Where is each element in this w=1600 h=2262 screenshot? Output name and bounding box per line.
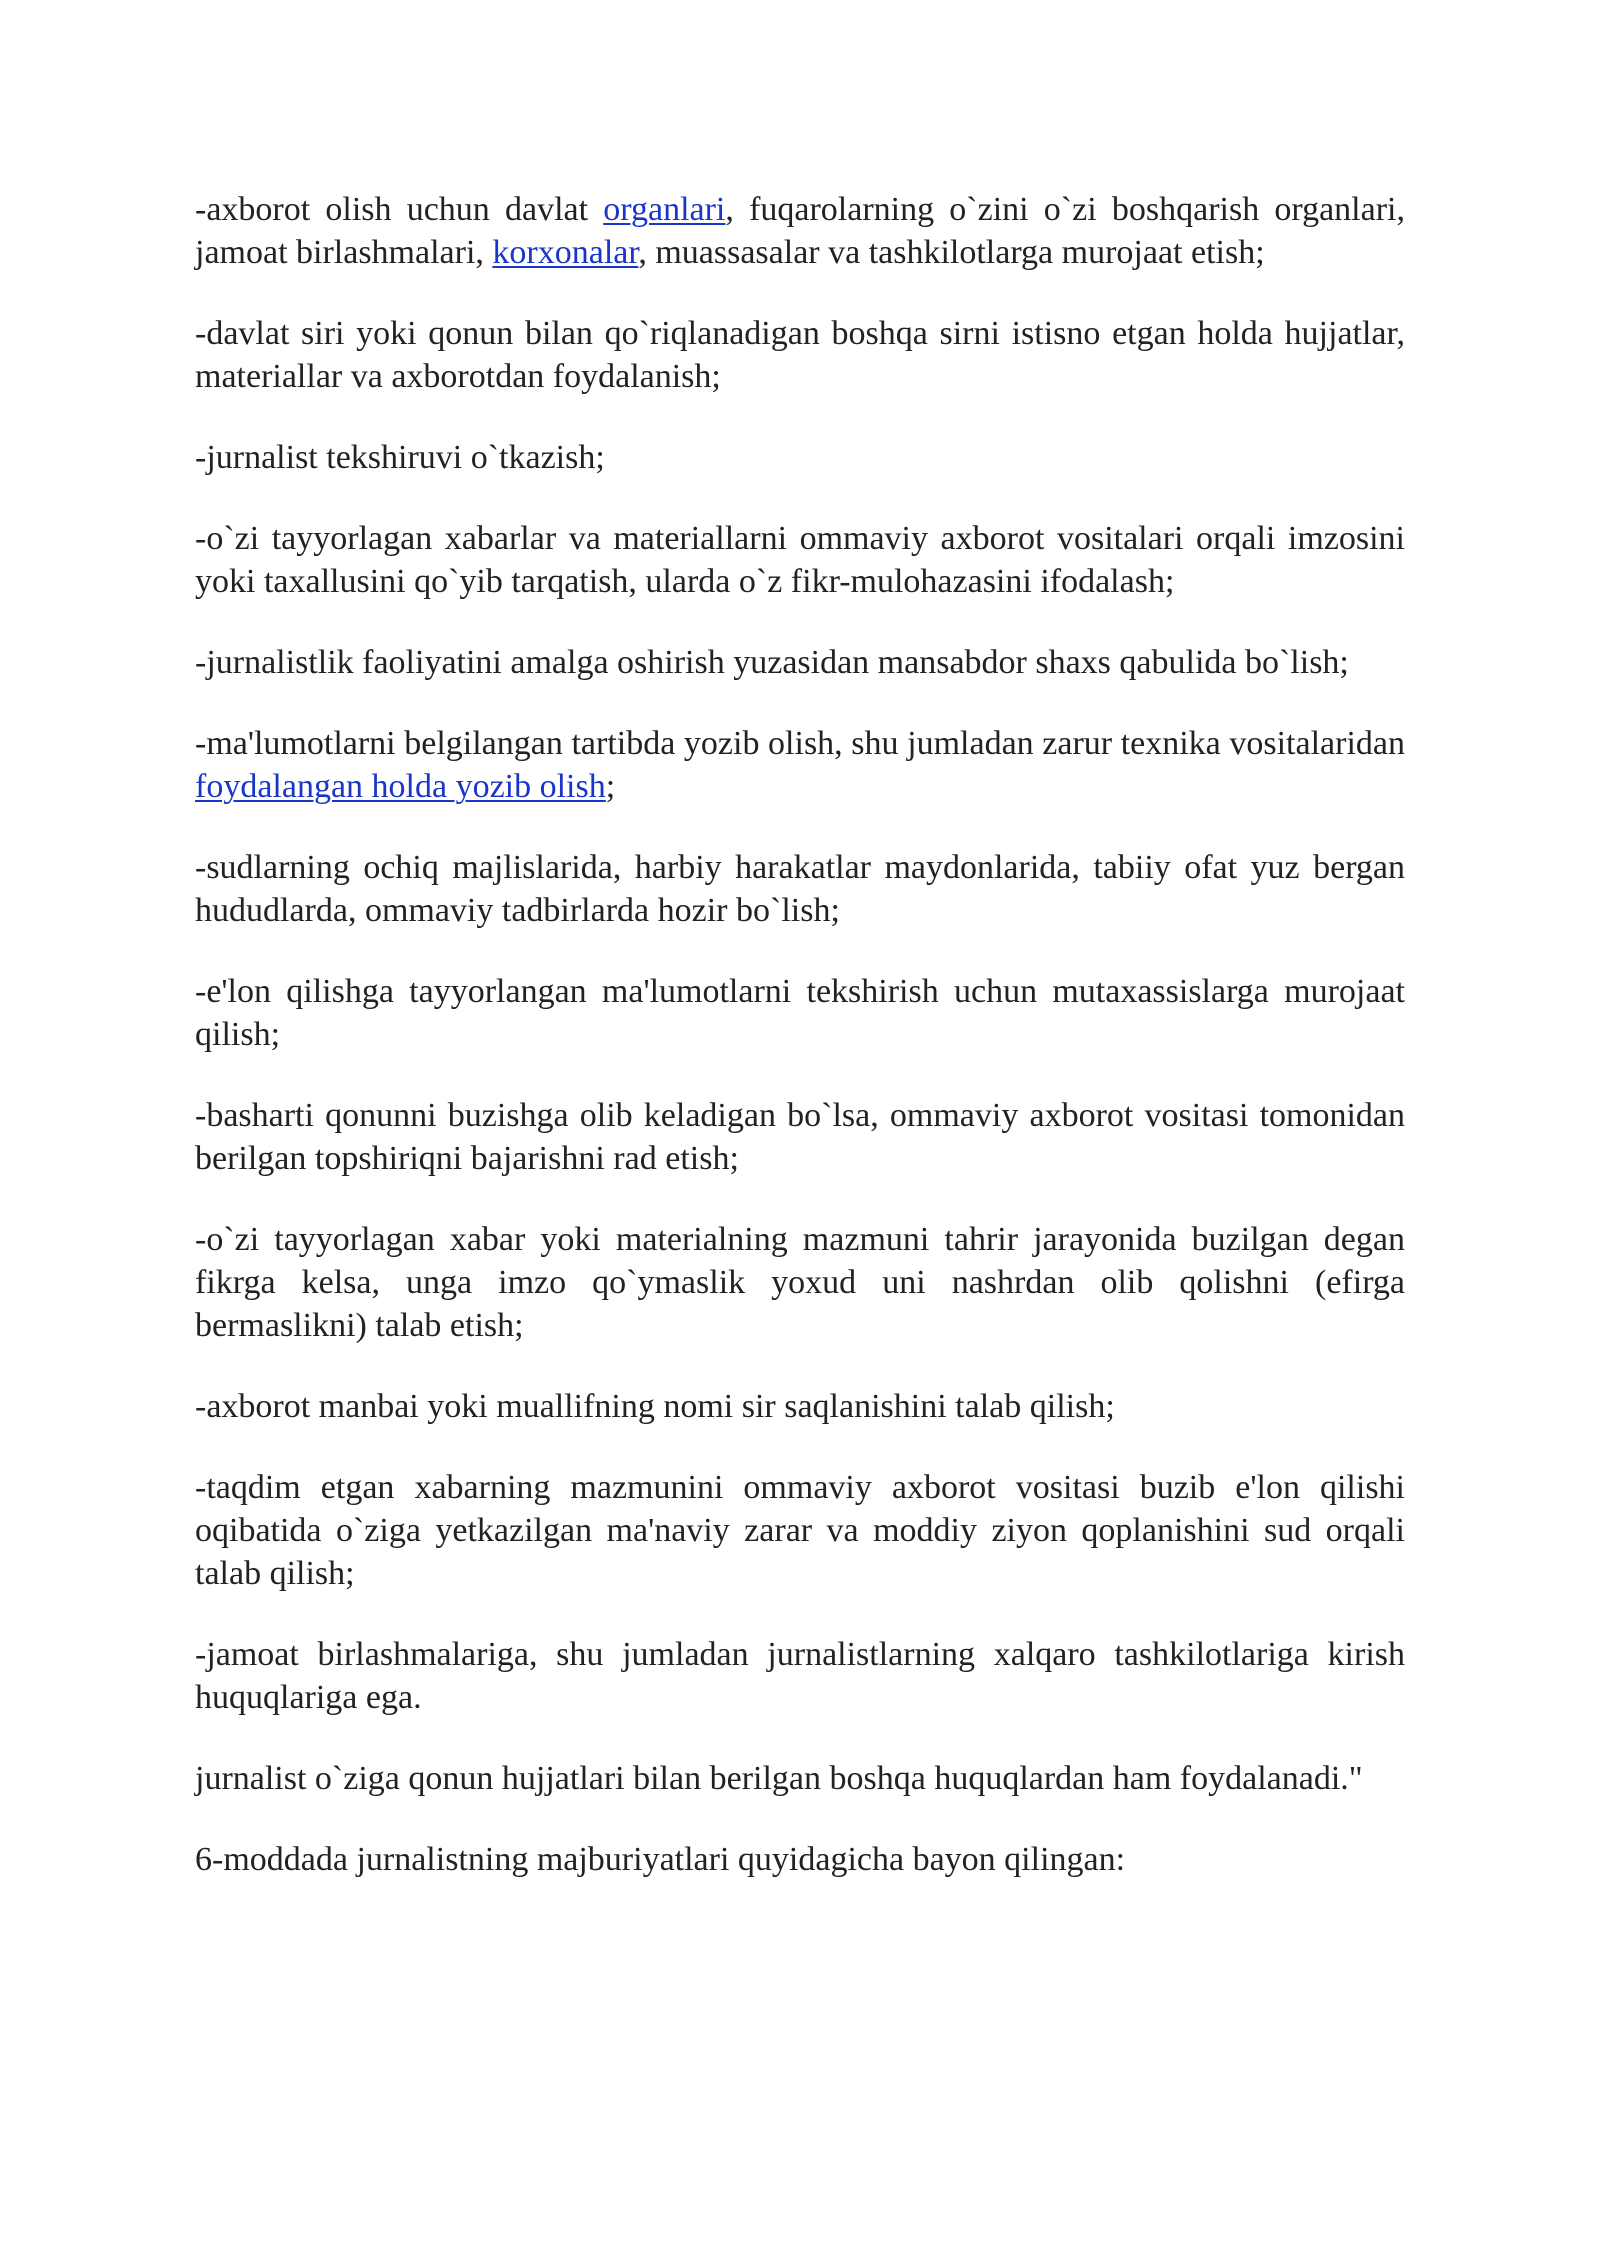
paragraph-6 xyxy=(195,722,1405,808)
paragraph-1-text-a: -axborot olish uchun davlat xyxy=(195,191,604,228)
paragraph-8: -e'lon qilishga tayyorlangan ma'lumotlarni tekshirish uchun mutaxassislarga murojaat qilish; xyxy=(195,973,1405,1053)
paragraph-5: -jurnalistlik faoliyatini amalga oshirish yuzasidan mansabdor shaxs qabulida bo`lish; xyxy=(195,644,1349,681)
paragraph-10: -o`zi tayyorlagan xabar yoki materialning mazmuni tahrir jarayonida buzilgan degan fikrga kelsa, unga imzo qo`ymaslik yoxud uni nashrdan olib qolishni (efirga bermaslikni) talab etish; xyxy=(195,1221,1405,1344)
document-body xyxy=(195,188,1405,1919)
paragraph-1-text-b: , fuqarolarning o`zini o`zi boshqarish organlari, jamoat birlashmalari, xyxy=(195,191,1405,271)
paragraph-15: 6-moddada jurnalistning majburiyatlari quyidagicha bayon qilingan: xyxy=(195,1841,1126,1878)
paragraph-2: -davlat siri yoki qonun bilan qo`riqlanadigan boshqa sirni istisno etgan holda hujjatlar, materiallar va axborotdan foydalanish; xyxy=(195,315,1405,395)
paragraph-6-text-b: ; xyxy=(605,768,616,805)
paragraph-9: -basharti qonunni buzishga olib keladigan bo`lsa, ommaviy axborot vositasi tomonidan berilgan topshiriqni bajarishni rad etish; xyxy=(195,1097,1405,1177)
link-foydalangan-holda-yozib-olish[interactable]: foydalangan holda yozib olish xyxy=(195,768,606,805)
paragraph-6-text-a: -ma'lumotlarni belgilangan tartibda yozib olish, shu jumladan zarur texnika vositalaridan xyxy=(195,725,1405,762)
paragraph-3: -jurnalist tekshiruvi o`tkazish; xyxy=(195,439,605,476)
paragraph-1-text-c: , muassasalar va tashkilotlarga murojaat etish; xyxy=(638,234,1265,271)
link-organlari[interactable]: organlari xyxy=(603,191,726,228)
paragraph-14: jurnalist o`ziga qonun hujjatlari bilan berilgan boshqa huquqlardan ham foydalanadi." xyxy=(195,1760,1363,1797)
link-korxonalar[interactable]: korxonalar xyxy=(492,234,639,271)
paragraph-4: -o`zi tayyorlagan xabarlar va materiallarni ommaviy axborot vositalari orqali imzosini yoki taxallusini qo`yib tarqatish, ularda o`z fikr-mulohazasini ifodalash; xyxy=(195,520,1405,600)
paragraph-13: -jamoat birlashmalariga, shu jumladan jurnalistlarning xalqaro tashkilotlariga kirish huquqlariga ega. xyxy=(195,1636,1405,1716)
paragraph-1 xyxy=(195,188,1405,274)
paragraph-7: -sudlarning ochiq majlislarida, harbiy harakatlar maydonlarida, tabiiy ofat yuz bergan hududlarda, ommaviy tadbirlarda hozir bo`lish; xyxy=(195,849,1405,929)
paragraph-12: -taqdim etgan xabarning mazmunini ommaviy axborot vositasi buzib e'lon qilishi oqibatida o`ziga yetkazilgan ma'naviy zarar va moddiy ziyon qoplanishini sud orqali talab qilish; xyxy=(195,1469,1405,1592)
paragraph-11: -axborot manbai yoki muallifning nomi sir saqlanishini talab qilish; xyxy=(195,1388,1115,1425)
